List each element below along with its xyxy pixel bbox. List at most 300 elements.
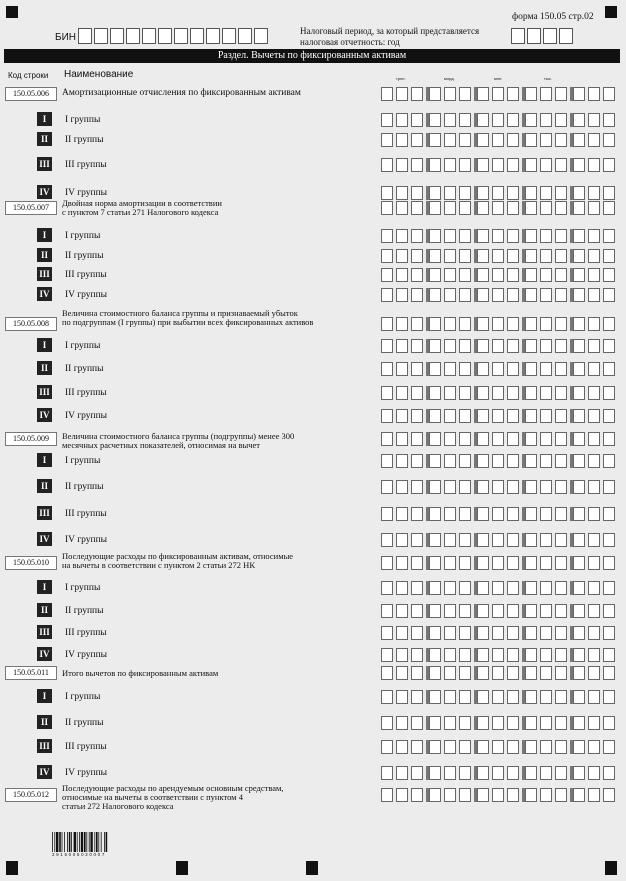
amount-digit-cell[interactable] <box>573 690 585 704</box>
amount-digit-cell[interactable] <box>555 158 567 172</box>
amount-digit-cell[interactable] <box>507 268 519 282</box>
amount-digit-cell[interactable] <box>459 648 471 662</box>
amount-digit-cell[interactable] <box>429 268 441 282</box>
amount-digit-cell[interactable] <box>477 666 489 680</box>
amount-digit-cell[interactable] <box>540 288 552 302</box>
amount-digit-cell[interactable] <box>555 113 567 127</box>
amount-digit-cell[interactable] <box>444 626 456 640</box>
amount-digit-cell[interactable] <box>525 113 537 127</box>
amount-digit-cell[interactable] <box>396 480 408 494</box>
amount-digit-cell[interactable] <box>477 386 489 400</box>
amount-digit-cell[interactable] <box>588 409 600 423</box>
amount-digit-cell[interactable] <box>396 604 408 618</box>
amount-digit-cell[interactable] <box>459 507 471 521</box>
amount-digit-cell[interactable] <box>477 581 489 595</box>
amount-digit-cell[interactable] <box>525 386 537 400</box>
amount-digit-cell[interactable] <box>381 288 393 302</box>
amount-digit-cell[interactable] <box>588 766 600 780</box>
amount-digit-cell[interactable] <box>573 604 585 618</box>
amount-digit-cell[interactable] <box>444 648 456 662</box>
amount-digit-cell[interactable] <box>525 362 537 376</box>
amount-cells[interactable] <box>381 133 619 147</box>
input-cell[interactable] <box>110 28 124 44</box>
amount-digit-cell[interactable] <box>573 454 585 468</box>
amount-cells[interactable] <box>381 386 619 400</box>
amount-digit-cell[interactable] <box>477 533 489 547</box>
amount-digit-cell[interactable] <box>411 229 423 243</box>
amount-digit-cell[interactable] <box>381 648 393 662</box>
amount-digit-cell[interactable] <box>573 788 585 802</box>
amount-digit-cell[interactable] <box>411 133 423 147</box>
amount-digit-cell[interactable] <box>477 186 489 200</box>
amount-digit-cell[interactable] <box>411 666 423 680</box>
amount-digit-cell[interactable] <box>429 533 441 547</box>
input-cell[interactable] <box>559 28 573 44</box>
amount-digit-cell[interactable] <box>540 533 552 547</box>
amount-digit-cell[interactable] <box>396 317 408 331</box>
amount-digit-cell[interactable] <box>396 507 408 521</box>
amount-digit-cell[interactable] <box>603 740 615 754</box>
amount-digit-cell[interactable] <box>525 317 537 331</box>
amount-digit-cell[interactable] <box>459 533 471 547</box>
amount-digit-cell[interactable] <box>492 186 504 200</box>
amount-digit-cell[interactable] <box>477 229 489 243</box>
amount-digit-cell[interactable] <box>573 648 585 662</box>
amount-digit-cell[interactable] <box>429 113 441 127</box>
amount-digit-cell[interactable] <box>444 454 456 468</box>
amount-digit-cell[interactable] <box>507 716 519 730</box>
amount-digit-cell[interactable] <box>540 409 552 423</box>
amount-cells[interactable] <box>381 740 619 754</box>
amount-digit-cell[interactable] <box>573 716 585 730</box>
amount-digit-cell[interactable] <box>507 288 519 302</box>
amount-digit-cell[interactable] <box>459 626 471 640</box>
amount-digit-cell[interactable] <box>396 533 408 547</box>
amount-digit-cell[interactable] <box>477 480 489 494</box>
amount-digit-cell[interactable] <box>477 604 489 618</box>
amount-digit-cell[interactable] <box>459 317 471 331</box>
amount-digit-cell[interactable] <box>573 186 585 200</box>
amount-digit-cell[interactable] <box>492 604 504 618</box>
amount-digit-cell[interactable] <box>555 201 567 215</box>
amount-digit-cell[interactable] <box>444 158 456 172</box>
amount-digit-cell[interactable] <box>540 339 552 353</box>
input-cell[interactable] <box>190 28 204 44</box>
amount-digit-cell[interactable] <box>396 268 408 282</box>
amount-digit-cell[interactable] <box>492 690 504 704</box>
amount-digit-cell[interactable] <box>396 362 408 376</box>
amount-digit-cell[interactable] <box>411 533 423 547</box>
amount-digit-cell[interactable] <box>411 581 423 595</box>
amount-digit-cell[interactable] <box>381 87 393 101</box>
amount-digit-cell[interactable] <box>477 288 489 302</box>
amount-digit-cell[interactable] <box>603 648 615 662</box>
amount-digit-cell[interactable] <box>381 339 393 353</box>
amount-digit-cell[interactable] <box>603 788 615 802</box>
amount-digit-cell[interactable] <box>573 666 585 680</box>
amount-digit-cell[interactable] <box>429 249 441 263</box>
amount-digit-cell[interactable] <box>555 581 567 595</box>
amount-digit-cell[interactable] <box>429 626 441 640</box>
amount-digit-cell[interactable] <box>492 432 504 446</box>
amount-cells[interactable] <box>381 113 619 127</box>
amount-digit-cell[interactable] <box>492 740 504 754</box>
amount-digit-cell[interactable] <box>588 626 600 640</box>
amount-digit-cell[interactable] <box>588 317 600 331</box>
amount-digit-cell[interactable] <box>381 507 393 521</box>
amount-digit-cell[interactable] <box>429 409 441 423</box>
amount-digit-cell[interactable] <box>603 556 615 570</box>
year-cells[interactable] <box>511 28 581 44</box>
amount-digit-cell[interactable] <box>444 556 456 570</box>
amount-digit-cell[interactable] <box>540 87 552 101</box>
amount-digit-cell[interactable] <box>540 507 552 521</box>
amount-digit-cell[interactable] <box>588 186 600 200</box>
amount-digit-cell[interactable] <box>381 158 393 172</box>
amount-digit-cell[interactable] <box>555 87 567 101</box>
amount-digit-cell[interactable] <box>459 229 471 243</box>
amount-digit-cell[interactable] <box>396 648 408 662</box>
amount-digit-cell[interactable] <box>588 507 600 521</box>
input-cell[interactable] <box>158 28 172 44</box>
amount-digit-cell[interactable] <box>588 648 600 662</box>
amount-digit-cell[interactable] <box>411 268 423 282</box>
amount-digit-cell[interactable] <box>492 158 504 172</box>
input-cell[interactable] <box>78 28 92 44</box>
amount-digit-cell[interactable] <box>525 556 537 570</box>
amount-digit-cell[interactable] <box>477 158 489 172</box>
amount-cells[interactable] <box>381 666 619 680</box>
amount-cells[interactable] <box>381 604 619 618</box>
amount-digit-cell[interactable] <box>444 133 456 147</box>
amount-digit-cell[interactable] <box>555 716 567 730</box>
amount-digit-cell[interactable] <box>459 268 471 282</box>
amount-digit-cell[interactable] <box>525 666 537 680</box>
amount-digit-cell[interactable] <box>381 766 393 780</box>
amount-cells[interactable] <box>381 158 619 172</box>
amount-digit-cell[interactable] <box>603 249 615 263</box>
amount-digit-cell[interactable] <box>381 229 393 243</box>
amount-digit-cell[interactable] <box>555 648 567 662</box>
amount-digit-cell[interactable] <box>540 740 552 754</box>
amount-digit-cell[interactable] <box>429 229 441 243</box>
amount-digit-cell[interactable] <box>573 158 585 172</box>
amount-cells[interactable] <box>381 186 619 200</box>
amount-digit-cell[interactable] <box>603 339 615 353</box>
amount-digit-cell[interactable] <box>573 133 585 147</box>
amount-digit-cell[interactable] <box>492 386 504 400</box>
amount-digit-cell[interactable] <box>588 229 600 243</box>
amount-digit-cell[interactable] <box>429 288 441 302</box>
amount-digit-cell[interactable] <box>459 133 471 147</box>
amount-digit-cell[interactable] <box>444 581 456 595</box>
amount-digit-cell[interactable] <box>477 432 489 446</box>
amount-digit-cell[interactable] <box>444 740 456 754</box>
amount-digit-cell[interactable] <box>444 604 456 618</box>
amount-digit-cell[interactable] <box>477 766 489 780</box>
amount-digit-cell[interactable] <box>444 666 456 680</box>
amount-digit-cell[interactable] <box>507 480 519 494</box>
amount-digit-cell[interactable] <box>540 716 552 730</box>
amount-digit-cell[interactable] <box>588 249 600 263</box>
amount-digit-cell[interactable] <box>492 648 504 662</box>
amount-digit-cell[interactable] <box>507 362 519 376</box>
amount-digit-cell[interactable] <box>381 788 393 802</box>
amount-digit-cell[interactable] <box>555 556 567 570</box>
amount-digit-cell[interactable] <box>492 533 504 547</box>
amount-digit-cell[interactable] <box>444 186 456 200</box>
amount-digit-cell[interactable] <box>411 716 423 730</box>
amount-digit-cell[interactable] <box>492 788 504 802</box>
amount-digit-cell[interactable] <box>396 133 408 147</box>
amount-digit-cell[interactable] <box>573 409 585 423</box>
amount-digit-cell[interactable] <box>525 788 537 802</box>
amount-digit-cell[interactable] <box>381 409 393 423</box>
amount-digit-cell[interactable] <box>588 533 600 547</box>
amount-digit-cell[interactable] <box>411 249 423 263</box>
amount-digit-cell[interactable] <box>492 716 504 730</box>
amount-digit-cell[interactable] <box>444 362 456 376</box>
amount-digit-cell[interactable] <box>555 788 567 802</box>
amount-digit-cell[interactable] <box>555 317 567 331</box>
amount-digit-cell[interactable] <box>396 339 408 353</box>
amount-digit-cell[interactable] <box>444 716 456 730</box>
amount-digit-cell[interactable] <box>381 666 393 680</box>
input-cell[interactable] <box>222 28 236 44</box>
amount-digit-cell[interactable] <box>555 339 567 353</box>
amount-digit-cell[interactable] <box>573 113 585 127</box>
amount-digit-cell[interactable] <box>603 626 615 640</box>
amount-digit-cell[interactable] <box>429 648 441 662</box>
amount-digit-cell[interactable] <box>573 740 585 754</box>
amount-digit-cell[interactable] <box>603 454 615 468</box>
amount-digit-cell[interactable] <box>459 87 471 101</box>
amount-digit-cell[interactable] <box>555 409 567 423</box>
amount-digit-cell[interactable] <box>588 690 600 704</box>
amount-digit-cell[interactable] <box>588 716 600 730</box>
amount-digit-cell[interactable] <box>429 480 441 494</box>
amount-cells[interactable] <box>381 409 619 423</box>
amount-digit-cell[interactable] <box>396 158 408 172</box>
amount-digit-cell[interactable] <box>381 432 393 446</box>
amount-digit-cell[interactable] <box>603 409 615 423</box>
amount-digit-cell[interactable] <box>540 201 552 215</box>
amount-digit-cell[interactable] <box>459 249 471 263</box>
amount-digit-cell[interactable] <box>507 666 519 680</box>
amount-digit-cell[interactable] <box>492 339 504 353</box>
amount-digit-cell[interactable] <box>444 268 456 282</box>
amount-digit-cell[interactable] <box>492 113 504 127</box>
amount-digit-cell[interactable] <box>429 556 441 570</box>
amount-digit-cell[interactable] <box>396 386 408 400</box>
amount-digit-cell[interactable] <box>429 201 441 215</box>
amount-digit-cell[interactable] <box>507 626 519 640</box>
amount-digit-cell[interactable] <box>444 409 456 423</box>
amount-digit-cell[interactable] <box>588 339 600 353</box>
amount-digit-cell[interactable] <box>603 87 615 101</box>
amount-digit-cell[interactable] <box>507 581 519 595</box>
amount-digit-cell[interactable] <box>573 201 585 215</box>
amount-digit-cell[interactable] <box>573 432 585 446</box>
amount-digit-cell[interactable] <box>525 201 537 215</box>
amount-digit-cell[interactable] <box>477 626 489 640</box>
amount-digit-cell[interactable] <box>429 133 441 147</box>
amount-digit-cell[interactable] <box>603 480 615 494</box>
amount-digit-cell[interactable] <box>555 480 567 494</box>
amount-digit-cell[interactable] <box>429 158 441 172</box>
input-cell[interactable] <box>238 28 252 44</box>
amount-digit-cell[interactable] <box>477 268 489 282</box>
amount-digit-cell[interactable] <box>477 716 489 730</box>
amount-digit-cell[interactable] <box>603 201 615 215</box>
amount-digit-cell[interactable] <box>411 480 423 494</box>
amount-cells[interactable] <box>381 454 619 468</box>
amount-digit-cell[interactable] <box>459 690 471 704</box>
amount-digit-cell[interactable] <box>507 186 519 200</box>
amount-digit-cell[interactable] <box>588 87 600 101</box>
amount-digit-cell[interactable] <box>525 648 537 662</box>
amount-digit-cell[interactable] <box>540 788 552 802</box>
amount-digit-cell[interactable] <box>525 158 537 172</box>
amount-digit-cell[interactable] <box>588 288 600 302</box>
amount-digit-cell[interactable] <box>477 249 489 263</box>
amount-digit-cell[interactable] <box>459 556 471 570</box>
amount-digit-cell[interactable] <box>396 87 408 101</box>
amount-digit-cell[interactable] <box>396 288 408 302</box>
amount-digit-cell[interactable] <box>411 766 423 780</box>
amount-digit-cell[interactable] <box>555 386 567 400</box>
amount-digit-cell[interactable] <box>411 386 423 400</box>
amount-digit-cell[interactable] <box>459 158 471 172</box>
amount-digit-cell[interactable] <box>396 113 408 127</box>
amount-digit-cell[interactable] <box>525 533 537 547</box>
amount-digit-cell[interactable] <box>444 507 456 521</box>
amount-digit-cell[interactable] <box>444 533 456 547</box>
amount-digit-cell[interactable] <box>588 454 600 468</box>
amount-digit-cell[interactable] <box>459 581 471 595</box>
amount-digit-cell[interactable] <box>492 507 504 521</box>
amount-digit-cell[interactable] <box>603 690 615 704</box>
amount-digit-cell[interactable] <box>459 186 471 200</box>
amount-digit-cell[interactable] <box>555 362 567 376</box>
amount-digit-cell[interactable] <box>603 507 615 521</box>
amount-digit-cell[interactable] <box>540 268 552 282</box>
amount-digit-cell[interactable] <box>444 288 456 302</box>
amount-digit-cell[interactable] <box>444 317 456 331</box>
amount-digit-cell[interactable] <box>507 87 519 101</box>
amount-digit-cell[interactable] <box>588 788 600 802</box>
input-cell[interactable] <box>511 28 525 44</box>
amount-digit-cell[interactable] <box>492 87 504 101</box>
amount-digit-cell[interactable] <box>555 186 567 200</box>
amount-digit-cell[interactable] <box>411 409 423 423</box>
amount-cells[interactable] <box>381 626 619 640</box>
amount-digit-cell[interactable] <box>540 556 552 570</box>
amount-digit-cell[interactable] <box>411 604 423 618</box>
amount-digit-cell[interactable] <box>411 507 423 521</box>
amount-digit-cell[interactable] <box>492 556 504 570</box>
input-cell[interactable] <box>543 28 557 44</box>
amount-digit-cell[interactable] <box>507 454 519 468</box>
amount-digit-cell[interactable] <box>381 362 393 376</box>
amount-digit-cell[interactable] <box>555 766 567 780</box>
amount-digit-cell[interactable] <box>588 362 600 376</box>
amount-cells[interactable] <box>381 339 619 353</box>
amount-digit-cell[interactable] <box>525 268 537 282</box>
amount-digit-cell[interactable] <box>573 229 585 243</box>
amount-digit-cell[interactable] <box>603 716 615 730</box>
amount-digit-cell[interactable] <box>573 288 585 302</box>
amount-digit-cell[interactable] <box>507 249 519 263</box>
amount-digit-cell[interactable] <box>429 362 441 376</box>
amount-digit-cell[interactable] <box>411 362 423 376</box>
amount-digit-cell[interactable] <box>477 87 489 101</box>
amount-digit-cell[interactable] <box>525 133 537 147</box>
amount-digit-cell[interactable] <box>381 268 393 282</box>
amount-digit-cell[interactable] <box>540 432 552 446</box>
amount-digit-cell[interactable] <box>603 113 615 127</box>
amount-digit-cell[interactable] <box>444 249 456 263</box>
amount-digit-cell[interactable] <box>477 556 489 570</box>
amount-digit-cell[interactable] <box>411 87 423 101</box>
amount-digit-cell[interactable] <box>381 626 393 640</box>
amount-digit-cell[interactable] <box>411 288 423 302</box>
amount-digit-cell[interactable] <box>411 113 423 127</box>
amount-digit-cell[interactable] <box>507 409 519 423</box>
amount-digit-cell[interactable] <box>603 186 615 200</box>
amount-digit-cell[interactable] <box>411 186 423 200</box>
input-cell[interactable] <box>206 28 220 44</box>
amount-digit-cell[interactable] <box>603 268 615 282</box>
amount-digit-cell[interactable] <box>477 113 489 127</box>
amount-digit-cell[interactable] <box>588 432 600 446</box>
amount-digit-cell[interactable] <box>603 581 615 595</box>
amount-digit-cell[interactable] <box>396 626 408 640</box>
amount-digit-cell[interactable] <box>459 766 471 780</box>
amount-digit-cell[interactable] <box>411 158 423 172</box>
amount-digit-cell[interactable] <box>396 432 408 446</box>
bin-cells[interactable] <box>78 28 278 44</box>
amount-cells[interactable] <box>381 317 619 331</box>
amount-digit-cell[interactable] <box>507 648 519 662</box>
amount-digit-cell[interactable] <box>477 690 489 704</box>
amount-digit-cell[interactable] <box>588 268 600 282</box>
amount-digit-cell[interactable] <box>381 113 393 127</box>
amount-digit-cell[interactable] <box>507 113 519 127</box>
amount-digit-cell[interactable] <box>588 666 600 680</box>
amount-digit-cell[interactable] <box>444 201 456 215</box>
amount-digit-cell[interactable] <box>525 581 537 595</box>
amount-digit-cell[interactable] <box>444 386 456 400</box>
amount-digit-cell[interactable] <box>396 690 408 704</box>
amount-digit-cell[interactable] <box>429 716 441 730</box>
amount-digit-cell[interactable] <box>459 339 471 353</box>
amount-digit-cell[interactable] <box>540 766 552 780</box>
amount-digit-cell[interactable] <box>555 604 567 618</box>
amount-digit-cell[interactable] <box>540 604 552 618</box>
amount-digit-cell[interactable] <box>588 113 600 127</box>
amount-cells[interactable] <box>381 581 619 595</box>
amount-digit-cell[interactable] <box>381 133 393 147</box>
amount-digit-cell[interactable] <box>588 604 600 618</box>
amount-digit-cell[interactable] <box>459 740 471 754</box>
amount-digit-cell[interactable] <box>396 766 408 780</box>
input-cell[interactable] <box>126 28 140 44</box>
amount-digit-cell[interactable] <box>555 507 567 521</box>
amount-digit-cell[interactable] <box>411 648 423 662</box>
amount-digit-cell[interactable] <box>492 480 504 494</box>
amount-digit-cell[interactable] <box>477 317 489 331</box>
